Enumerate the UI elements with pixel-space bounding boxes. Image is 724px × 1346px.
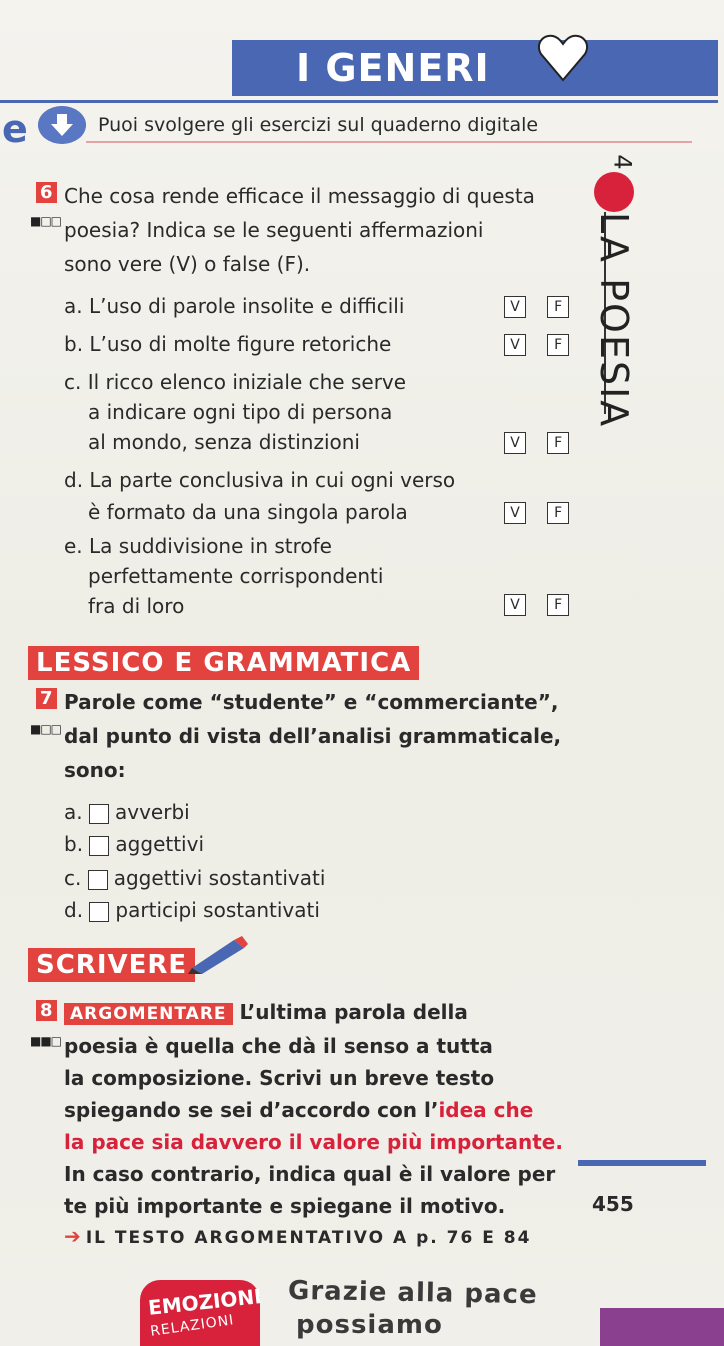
exercise-8-text: spiegando se sei d’accordo con l’	[64, 1098, 439, 1122]
page-number-bar	[578, 1160, 706, 1166]
option-text: aggettivi	[115, 832, 205, 856]
emozioni-badge: EMOZIONI	[147, 1284, 263, 1320]
statement-d: d. La parte conclusiva in cui ogni verso	[64, 468, 456, 492]
highlighted-text: idea che	[438, 1098, 534, 1122]
checkbox[interactable]	[89, 902, 109, 922]
exercise-7-line: Parole come “studente” e “commerciante”,	[64, 690, 559, 714]
heart-icon	[535, 30, 591, 86]
section-lessico: LESSICO E GRAMMATICA	[28, 646, 419, 680]
option-c[interactable]	[64, 864, 325, 892]
statement-d-line: è formato da una singola parola	[88, 500, 408, 524]
relazioni-label: RELAZIONI	[149, 1312, 236, 1340]
statement-c-line: al mondo, senza distinzioni	[88, 430, 360, 454]
exercise-number: 8	[36, 1000, 57, 1021]
option-text: avverbi	[114, 800, 190, 824]
header-rule	[0, 100, 718, 103]
exercise-8-line: te più importante e spiegane il motivo.	[64, 1194, 506, 1218]
vf-pair	[504, 432, 569, 454]
statement-b: b. L’uso di molte figure retoriche	[64, 332, 392, 356]
false-box[interactable]: F	[547, 594, 569, 616]
true-box[interactable]: V	[504, 334, 526, 356]
statement-e-line: perfettamente corrispondenti	[88, 564, 384, 588]
checkbox[interactable]	[88, 870, 108, 890]
option-letter: c.	[64, 866, 82, 890]
download-icon[interactable]	[38, 106, 86, 144]
bottom-color-block	[600, 1308, 724, 1346]
reference-link[interactable]	[64, 1224, 531, 1248]
statement-c-line: a indicare ogni tipo di persona	[88, 400, 393, 424]
checkbox[interactable]	[89, 804, 109, 824]
pencil-icon	[186, 934, 250, 974]
option-letter: b.	[64, 832, 84, 856]
vf-pair	[504, 502, 569, 524]
true-box[interactable]: V	[504, 432, 526, 454]
option-letter: d.	[64, 898, 84, 922]
highlighted-text: la pace sia davvero il valore più importante.	[64, 1130, 563, 1154]
exercise-number: 6	[36, 182, 57, 203]
exercise-8-text: L’ultima parola della	[239, 1000, 468, 1024]
vf-pair	[504, 296, 569, 318]
exercise-6-line: Che cosa rende efficace il messaggio di questa	[64, 184, 535, 208]
next-page-line: possiamo	[296, 1310, 443, 1340]
exercise-number: 7	[36, 688, 57, 709]
statement-a: a. L’uso di parole insolite e difficili	[64, 294, 405, 318]
option-text: aggettivi sostantivati	[113, 866, 326, 890]
false-box[interactable]: F	[547, 502, 569, 524]
exercise-6-line: poesia? Indica se le seguenti affermazioni	[64, 218, 484, 242]
false-box[interactable]: F	[547, 334, 569, 356]
exercise-8-line: la composizione. Scrivi un breve testo	[64, 1066, 495, 1090]
chapter-number: 4	[608, 154, 637, 170]
exercise-7-line: dal punto di vista dell’analisi grammaticale,	[64, 724, 562, 748]
true-box[interactable]: V	[504, 594, 526, 616]
checkbox[interactable]	[89, 836, 109, 856]
difficulty-indicator: ■□□	[30, 722, 62, 736]
exercise-8-line: In caso contrario, indica qual è il valore per	[64, 1162, 556, 1186]
exercise-8-first-line	[64, 998, 468, 1028]
option-b[interactable]	[64, 830, 204, 858]
false-box[interactable]: F	[547, 432, 569, 454]
difficulty-indicator: ■□□	[30, 214, 62, 228]
next-page-line: Grazie alla pace	[287, 1275, 538, 1311]
option-a[interactable]	[64, 798, 190, 826]
exercise-8-line	[64, 1096, 533, 1124]
statement-c: c. Il ricco elenco iniziale che serve	[64, 370, 407, 394]
exercise-8-line: poesia è quella che dà il senso a tutta	[64, 1034, 493, 1058]
digital-logo: e	[2, 107, 28, 151]
section-scrivere: SCRIVERE	[28, 948, 195, 982]
exercise-6-line: sono vere (V) o false (F).	[64, 252, 311, 276]
exercise-7-line: sono:	[64, 758, 126, 782]
option-letter: a.	[64, 800, 83, 824]
divider	[86, 141, 692, 143]
argomentare-tag: ARGOMENTARE	[64, 1003, 233, 1025]
statement-e: e. La suddivisione in strofe	[64, 534, 332, 558]
page-title: I GENERI	[296, 46, 490, 90]
true-box[interactable]: V	[504, 502, 526, 524]
false-box[interactable]: F	[547, 296, 569, 318]
vf-pair	[504, 594, 569, 616]
digital-note: Puoi svolgere gli esercizi sul quaderno digitale	[98, 114, 539, 136]
option-text: participi sostantivati	[115, 898, 320, 922]
exercise-6-number	[36, 182, 63, 203]
difficulty-indicator: ■■□	[30, 1034, 62, 1048]
exercise-7-number	[36, 688, 63, 709]
true-box[interactable]: V	[504, 296, 526, 318]
option-d[interactable]	[64, 896, 320, 924]
vf-pair	[504, 334, 569, 356]
exercise-8-number	[36, 1000, 63, 1021]
chapter-label: LA POESIA	[592, 212, 636, 429]
page-number: 455	[592, 1192, 634, 1216]
chapter-dot	[594, 172, 634, 212]
reference-text: IL TESTO ARGOMENTATIVO A p. 76 E 84	[85, 1228, 532, 1248]
statement-e-line: fra di loro	[88, 594, 185, 618]
arrow-right-icon: ➔	[64, 1224, 81, 1248]
